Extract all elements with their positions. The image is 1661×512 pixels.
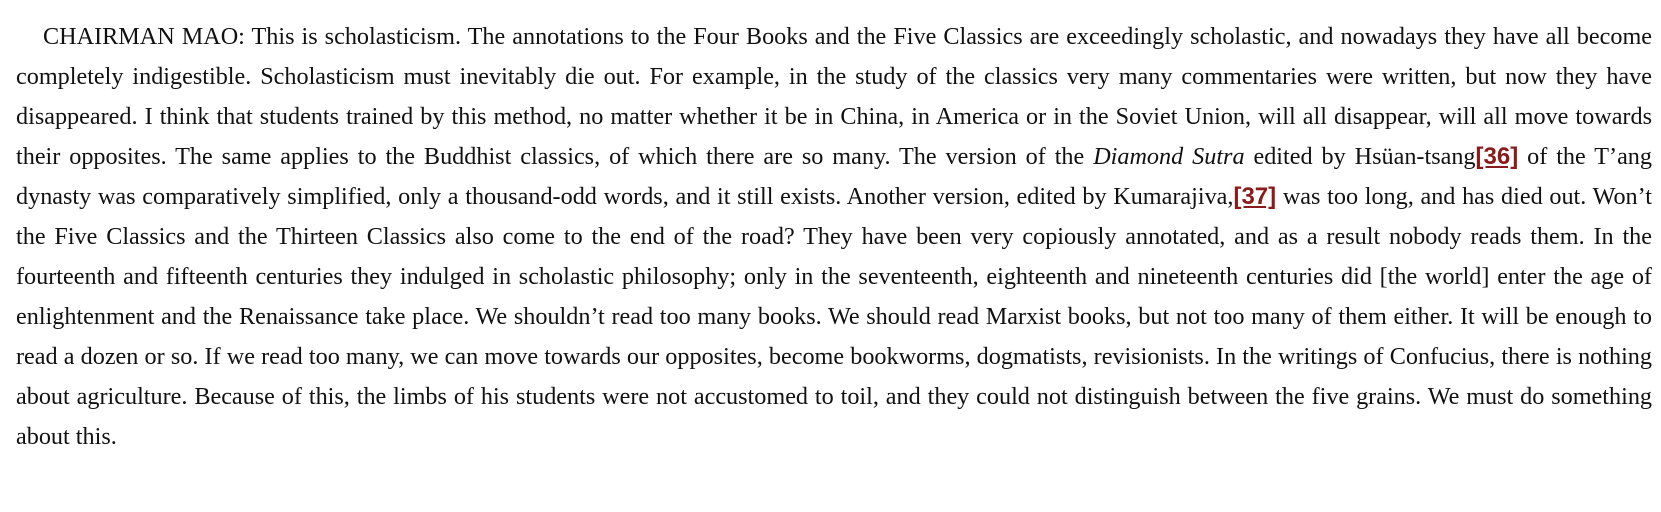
document-page	[16, 17, 1652, 457]
italic-title: Diamond Sutra	[1093, 143, 1245, 170]
paragraph-text-1: This is scholasticism. The annotations to the Four Books and the Five Classics are exceedingly scholastic, and nowadays they have all become completely indigestible. Scholasticism must inevitably die out. For example, in the study of the classics very many commentaries were written, but now they have disappeared. I think that students trained by this method, no matter whether it be in China, in America or in the Soviet Union, will all disappear, will all move towards their opposites. The same applies to the Buddhist classics, of which there are so many. The version of the	[16, 23, 1653, 170]
paragraph-text-2: edited by Hsüan-tsang	[1244, 143, 1476, 170]
paragraph-text-3: of the T’ang dynasty was comparatively simplified, only a thousand-odd words, and it still exists. Another version, edited by Kumarajiva,	[16, 143, 1652, 210]
paragraph-text-4: was too long, and has died out. Won’t the Five Classics and the Thirteen Classics also come to the end of the road? They have been very copiously annotated, and as a result nobody reads them. In the fourteenth and fifteenth centuries they indulged in scholastic philosophy; only in the seventeenth, eighteenth and nineteenth centuries did [the world] enter the age of enlightenment and the Renaissance take place. We shouldn’t read too many books. We should read Marxist books, but not too many of them either. It will be enough to read a dozen or so. If we read too many, we can move towards our opposites, become bookworms, dogmatists, revisionists. In the writings of Confucius, there is nothing about agriculture. Because of this, the limbs of his students were not accustomed to toil, and they could not distinguish between the five grains. We must do something about this.	[16, 183, 1652, 450]
footnote-link-37[interactable]: [37]	[1233, 183, 1277, 210]
footnote-link-36[interactable]: [36]	[1475, 143, 1519, 170]
paragraph	[16, 17, 1652, 457]
speaker-label: CHAIRMAN MAO:	[43, 23, 245, 50]
